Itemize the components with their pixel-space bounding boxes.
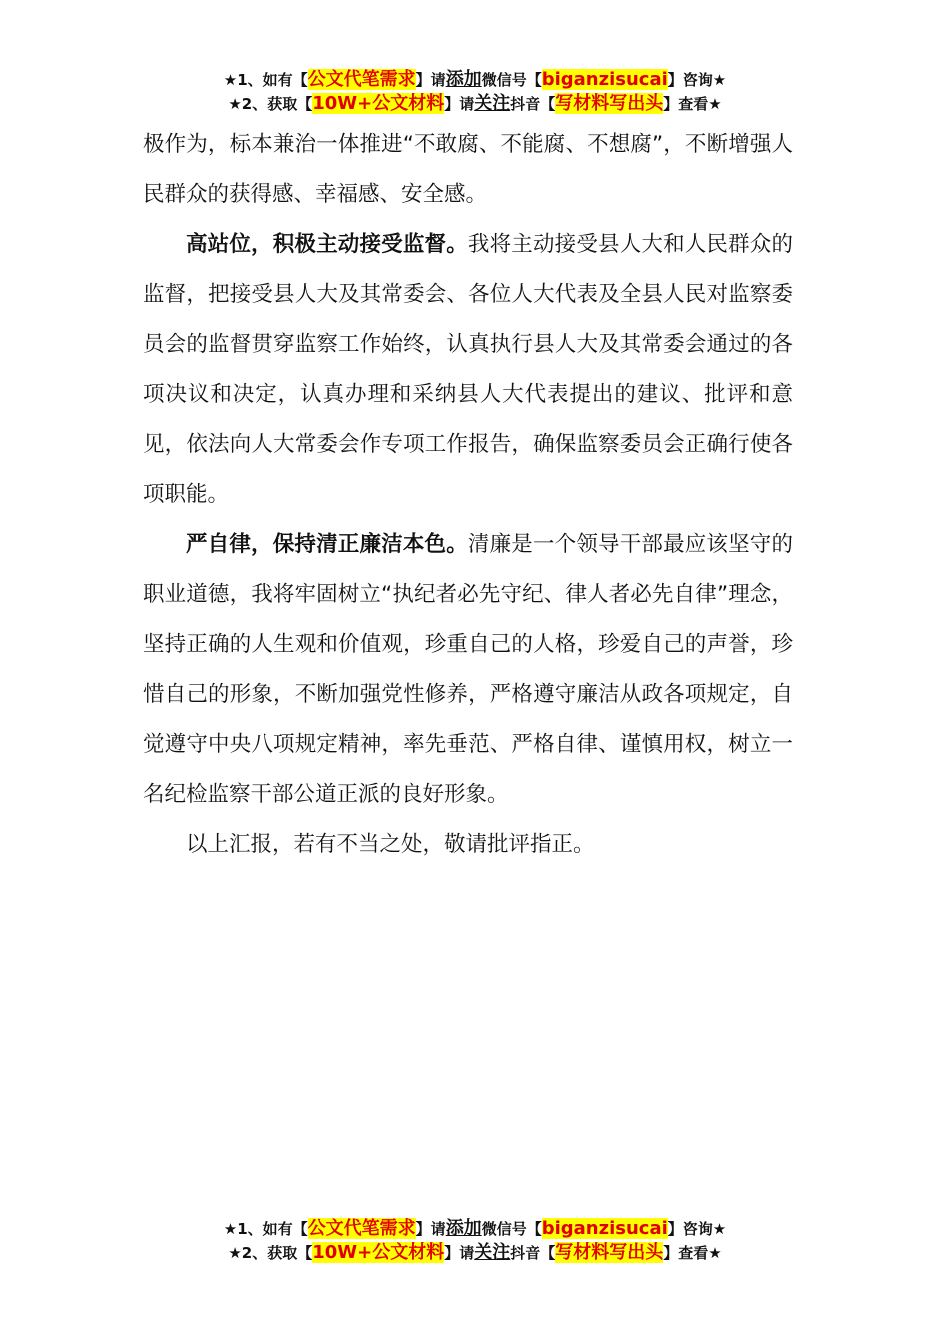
paragraph-heading: 高站位，积极主动接受监督。 (186, 232, 468, 257)
banner-text: 微信号【 (481, 1220, 542, 1238)
banner-text: 】咨询★ (667, 1220, 727, 1238)
banner-highlight: biganzisucai (541, 1218, 668, 1239)
paragraph-text: 清廉是一个领导干部最应该坚守的职业道德，我将牢固树立“执纪者必先守纪、律人者必先自律”理念，坚持正确的人生观和价值观，珍重自己的人格，珍爱自己的声誉，珍惜自己的形象，不断加强党性修养，严格遵守廉洁从政各项规定，自觉遵守中央八项规定精神，率先垂范、严格自律、谨慎用权，树立一名纪检监察干部公道正派的良好形象。 (143, 532, 793, 807)
banner-text: 微信号【 (481, 71, 542, 89)
banner-emphasis: 添加 (445, 1218, 482, 1239)
paragraph-text: 极作为，标本兼治一体推进“不敢腐、不能腐、不想腐”，不断增强人民群众的获得感、幸福感、安全感。 (143, 132, 793, 207)
paragraph-text: 以上汇报，若有不当之处，敬请批评指正。 (186, 832, 595, 857)
banner-emphasis: 关注 (474, 93, 511, 114)
paragraph-supervision (143, 220, 793, 520)
banner-text: 】查看★ (663, 1244, 722, 1262)
banner-text: 抖音【 (510, 1244, 556, 1262)
banner-emphasis: 关注 (474, 1242, 511, 1263)
paragraph-heading: 严自律，保持清正廉洁本色。 (186, 532, 468, 557)
footer-banner (0, 1217, 950, 1265)
banner-text: 】请 (444, 95, 475, 113)
banner-highlight: biganzisucai (541, 69, 668, 90)
banner-highlight: 公文代笔需求 (307, 69, 416, 90)
banner-text: ★2、获取【 (228, 95, 313, 113)
banner-highlight: 10W+公文材料 (312, 1242, 445, 1263)
banner-text: 】咨询★ (667, 71, 727, 89)
banner-emphasis: 添加 (445, 69, 482, 90)
paragraph-text: 我将主动接受县人大和人民群众的监督，把接受县人大及其常委会、各位人大代表及全县人民对监察委员会的监督贯穿监察工作始终，认真执行县人大及其常委会通过的各项决议和决定，认真办理和采纳县人大代表提出的建议、批评和意见，依法向人大常委会作专项工作报告，确保监察委员会正确行使各项职能。 (143, 232, 793, 507)
header-banner (0, 68, 950, 116)
banner-line-1 (0, 1217, 950, 1241)
banner-text: ★1、如有【 (223, 71, 308, 89)
document-body (143, 120, 793, 870)
banner-text: 】请 (415, 71, 446, 89)
banner-line-2 (0, 92, 950, 116)
banner-highlight: 写材料写出头 (555, 1242, 664, 1263)
banner-text: 抖音【 (510, 95, 556, 113)
banner-text: 】请 (444, 1244, 475, 1262)
banner-text: ★2、获取【 (228, 1244, 313, 1262)
banner-line-1 (0, 68, 950, 92)
banner-line-2 (0, 1241, 950, 1265)
paragraph-continuation (143, 120, 793, 220)
banner-text: 】请 (415, 1220, 446, 1238)
paragraph-self-discipline (143, 520, 793, 820)
banner-highlight: 10W+公文材料 (312, 93, 445, 114)
banner-text: ★1、如有【 (223, 1220, 308, 1238)
paragraph-closing (143, 820, 793, 870)
banner-highlight: 写材料写出头 (555, 93, 664, 114)
banner-highlight: 公文代笔需求 (307, 1218, 416, 1239)
banner-text: 】查看★ (663, 95, 722, 113)
